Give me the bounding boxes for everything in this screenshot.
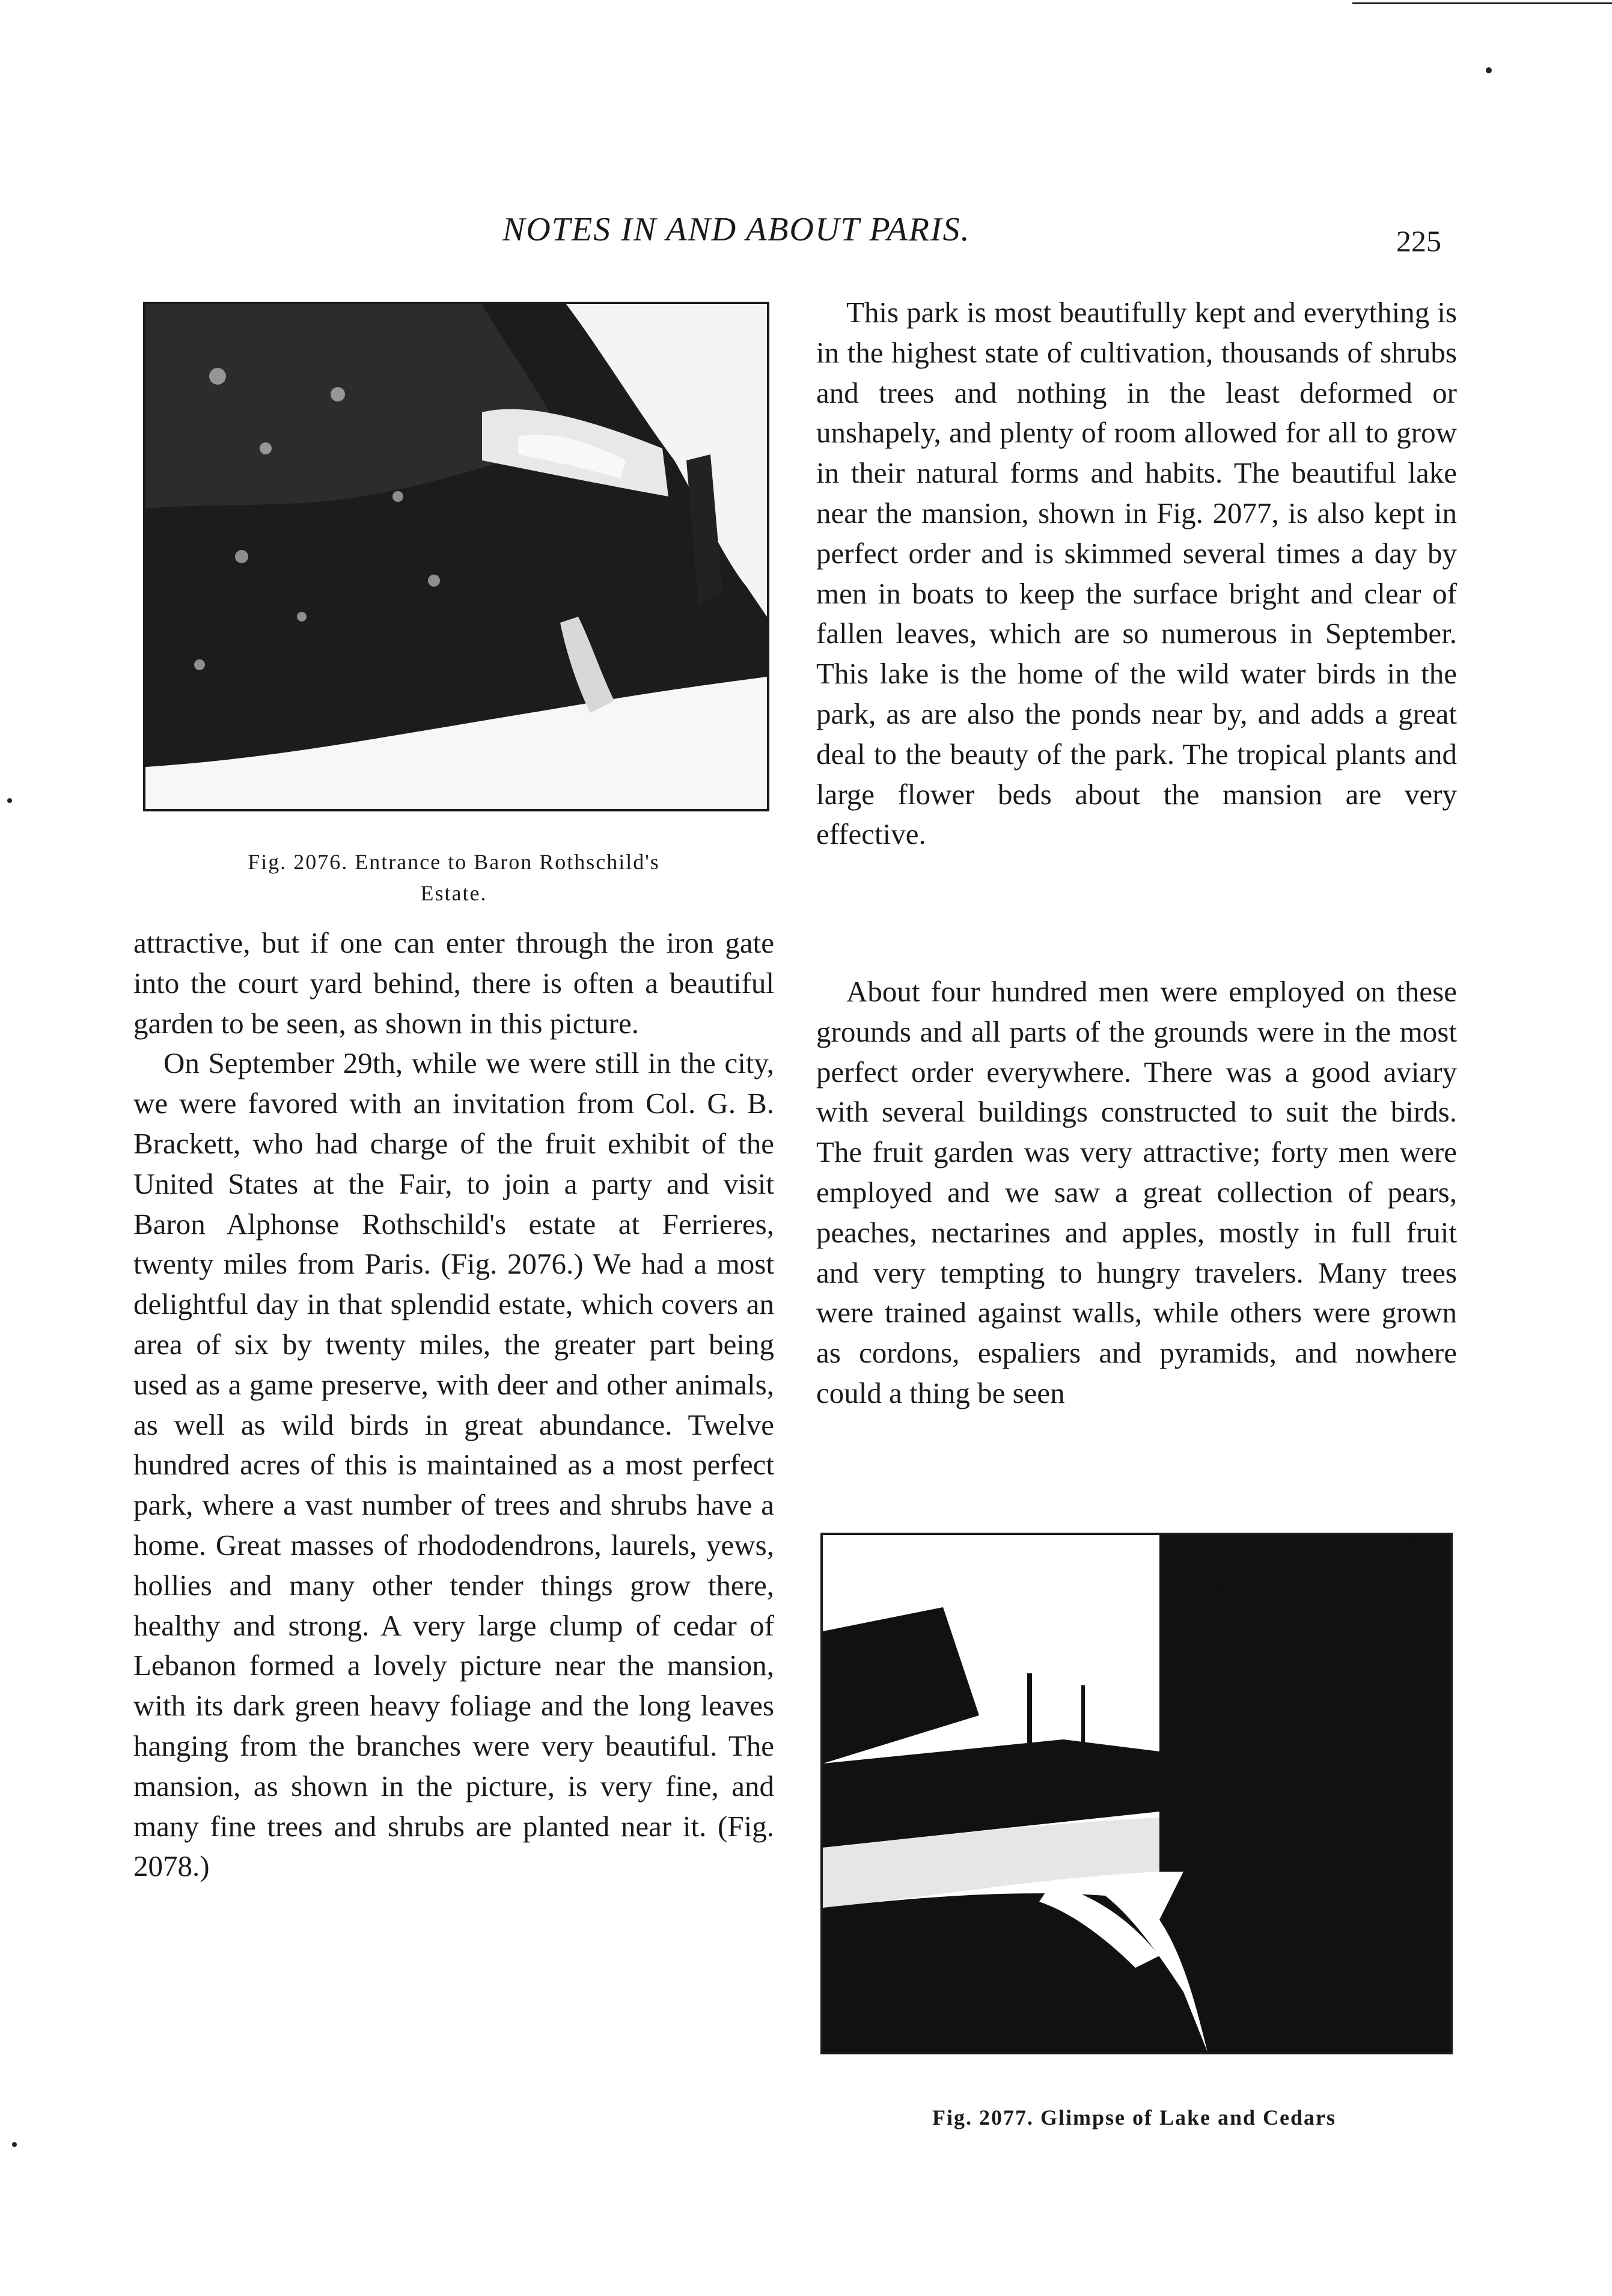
right-column-continued (816, 972, 1457, 1414)
left-column (133, 923, 774, 1887)
running-title: NOTES IN AND ABOUT PARIS. (502, 211, 971, 248)
paragraph: About four hundred men were employed on these grounds and all parts of the grounds were in the most perfect order everywhere. There was a good aviary with several buildings constructed to suit the birds. The fruit garden was very attractive; forty men were employed and we saw a great collection of pears, peaches, nectarines and apples, mostly in full fruit and very tempting to hungry travelers. Many trees were trained against walls, while others were grown as cordons, espaliers and pyramids, and nowhere could a thing be seen (816, 975, 1457, 1409)
scan-speck (1486, 67, 1492, 73)
figure-2076-caption (143, 846, 765, 909)
paragraph: On September 29th, while we were still in the city, we were favored with an invitation from Col. G. B. Brackett, who had charge of the fruit exhibit of the United States at the Fair, to join a party and visit Baron Alphonse Rothschild's estate at Ferrieres, twenty miles from Paris. (Fig. 2076.) We had a most delightful day in that splendid estate, which covers an area of six by twenty miles, the greater part being used as a game preserve, with deer and other animals, as well as wild birds in great abundance. Twelve hundred acres of this is maintained as a most perfect park, where a vast number of trees and shrubs have a home. Great masses of rhododendrons, laurels, yews, hollies and many other tender things grow there, healthy and strong. A very large clump of cedar of Lebanon formed a lovely picture near the mansion, with its dark green heavy foliage and the long leaves hanging from the branches were very beautiful. The mansion, as shown in the picture, is very fine, and many fine trees and shrubs are planted near it. (Fig. 2078.) (133, 1046, 774, 1883)
figure-2077-caption: Fig. 2077. Glimpse of Lake and Cedars (932, 2105, 1337, 2130)
paragraph: This park is most beautifully kept and everything is in the highest state of cultivation, thousands of shrubs and trees and nothing in the least deformed or unshapely, and plenty of room allowed for all to grow in their natural forms and habits. The beautiful lake near the mansion, shown in Fig. 2077, is also kept in perfect order and is skimmed several times a day by men in boats to keep the surface bright and clear of fallen leaves, which are so numerous in September. This lake is the home of the wild water birds in the park, as are also the ponds near by, and adds a great deal to the beauty of the park. The tropical plants and large flower beds about the mansion are very effective. (816, 296, 1457, 851)
entrance-photo-image (145, 304, 767, 809)
figure-2076-photo (143, 302, 769, 811)
lake-photo-image (823, 1535, 1450, 2052)
paragraph: attractive, but if one can enter through the iron gate into the court yard behind, there is often a beautiful garden to be seen, as shown in this picture. (133, 926, 774, 1040)
page-number: 225 (1396, 224, 1441, 258)
scan-speck (7, 798, 12, 803)
right-column (816, 293, 1457, 855)
top-rule (1352, 2, 1612, 4)
caption-line: Estate. (420, 881, 487, 905)
figure-2077-photo (820, 1533, 1453, 2054)
caption-line: Fig. 2076. Entrance to Baron Rothschild's (248, 850, 660, 874)
scan-speck (12, 2142, 17, 2147)
